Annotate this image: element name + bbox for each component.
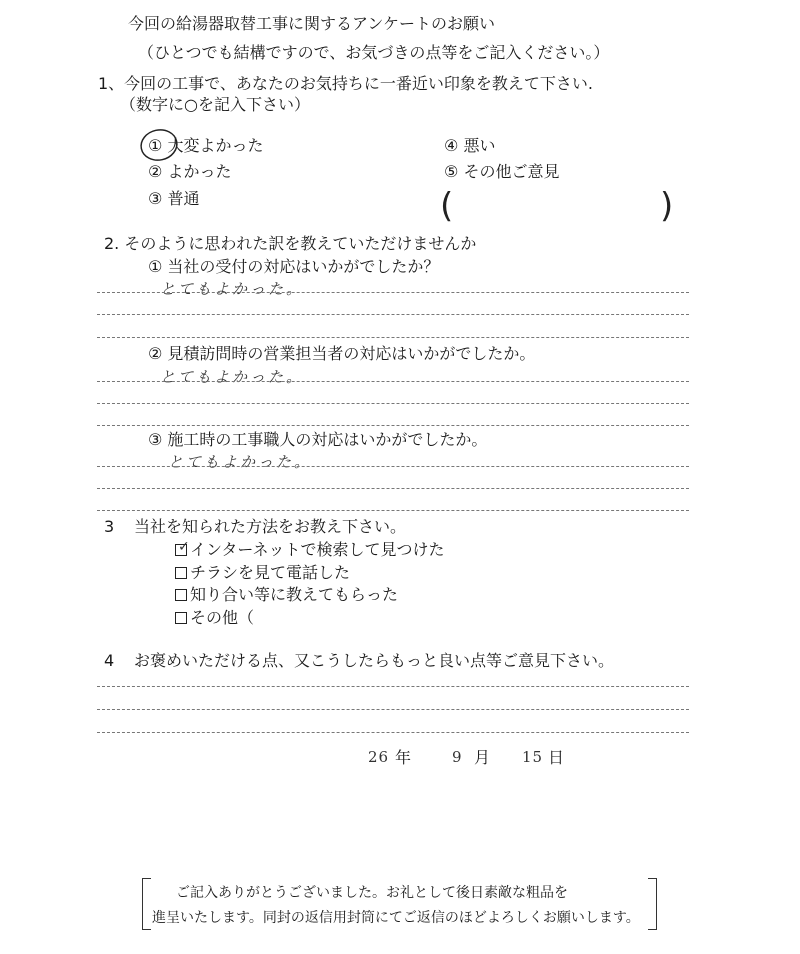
- date-day-unit: 日: [548, 748, 565, 767]
- check-mark-icon: ✓: [178, 539, 190, 555]
- q1-option-4-number: ④: [444, 136, 459, 155]
- q3-option-internet[interactable]: [175, 540, 445, 560]
- q3-option-label: インターネットで検索して見つけた: [190, 540, 445, 559]
- q3-option-flyer[interactable]: [175, 563, 350, 583]
- survey-subtitle: （ひとつでも結構ですので、お気づきの点等をご記入ください。）: [138, 43, 610, 62]
- q3-option-other[interactable]: [175, 608, 254, 628]
- answer-line: [97, 314, 689, 315]
- answer-line: [97, 709, 689, 710]
- answer-line: [97, 403, 689, 404]
- q2-sub-3-question: ③ 施工時の工事職人の対応はいかがでしたか。: [148, 430, 488, 449]
- date-year-unit: 年: [395, 748, 412, 767]
- q2-sub-3-answer: とてもよかった。: [168, 453, 313, 471]
- q1-option-2-label: よかった: [167, 162, 232, 181]
- question-1-note: （数字に○を記入下さい）: [120, 95, 310, 114]
- notice-bracket-left: [142, 878, 151, 930]
- question-2-text: 2. そのように思われた訳を教えていただけませんか: [104, 234, 477, 253]
- q3-option-acquaintance[interactable]: [175, 585, 398, 605]
- q3-option-label: その他（: [190, 608, 255, 627]
- q3-option-label: チラシを見て電話した: [190, 563, 351, 582]
- q1-option-3-number: ③: [148, 189, 163, 208]
- q1-option-1-number: ①: [148, 136, 163, 155]
- q1-option-5-label: その他ご意見: [463, 162, 560, 181]
- survey-title: 今回の給湯器取替工事に関するアンケートのお願い: [128, 14, 496, 33]
- answer-line: [97, 510, 689, 511]
- q2-sub-2-answer: とてもよかった。: [160, 368, 305, 386]
- answer-line: [97, 488, 689, 489]
- q1-option-3-label: 普通: [167, 189, 200, 208]
- answer-line: [97, 292, 689, 293]
- question-1-text: 1、今回の工事で、あなたのお気持ちに一番近い印象を教えて下さい.: [98, 74, 593, 93]
- q1-option-2[interactable]: [148, 162, 231, 182]
- q3-option-label: 知り合い等に教えてもらった: [190, 585, 399, 604]
- checkbox[interactable]: [175, 612, 187, 624]
- notice-bracket-right: [648, 878, 657, 930]
- answer-line: [97, 466, 689, 467]
- q2-sub-2-question: ② 見積訪問時の営業担当者の対応はいかがでしたか。: [148, 344, 536, 363]
- q1-option-4[interactable]: [444, 136, 495, 156]
- date-month: 9: [452, 748, 465, 766]
- date-year: 26: [368, 748, 390, 766]
- answer-line: [97, 381, 689, 382]
- q1-option-5[interactable]: [444, 162, 559, 182]
- date-day: 15: [522, 748, 544, 766]
- question-4-number: 4: [104, 651, 115, 670]
- q1-other-open-paren: (: [440, 186, 454, 226]
- answer-line: [97, 732, 689, 733]
- q1-option-3[interactable]: [148, 189, 199, 209]
- question-3-text: 当社を知られた方法をお教え下さい。: [134, 517, 407, 536]
- answer-line: [97, 686, 689, 687]
- notice-line-1: ご記入ありがとうございました。お礼として後日素敵な粗品を: [176, 885, 568, 901]
- handwritten-circle-mark: [137, 124, 185, 164]
- question-3-number: 3: [104, 517, 115, 536]
- checkbox[interactable]: [175, 567, 187, 579]
- q1-option-4-label: 悪い: [463, 136, 496, 155]
- checkbox-checked[interactable]: [175, 539, 190, 556]
- q2-sub-1-question: ① 当社の受付の対応はいかがでしたか？: [148, 257, 440, 276]
- q1-option-2-number: ②: [148, 162, 163, 181]
- q1-option-5-number: ⑤: [444, 162, 459, 181]
- answer-line: [97, 425, 689, 426]
- date-month-unit: 月: [474, 748, 491, 767]
- question-4-text: お褒めいただける点、又こうしたらもっと良い点等ご意見下さい。: [134, 651, 615, 670]
- q1-other-close-paren: ): [660, 186, 674, 226]
- checkbox[interactable]: [175, 589, 187, 601]
- q1-option-1-label: 大変よかった: [167, 136, 264, 155]
- answer-line: [97, 337, 689, 338]
- q2-sub-1-answer: とてもよかった。: [160, 280, 305, 298]
- notice-line-2: 進呈いたします。同封の返信用封筒にてご返信のほどよろしくお願いします。: [152, 910, 640, 926]
